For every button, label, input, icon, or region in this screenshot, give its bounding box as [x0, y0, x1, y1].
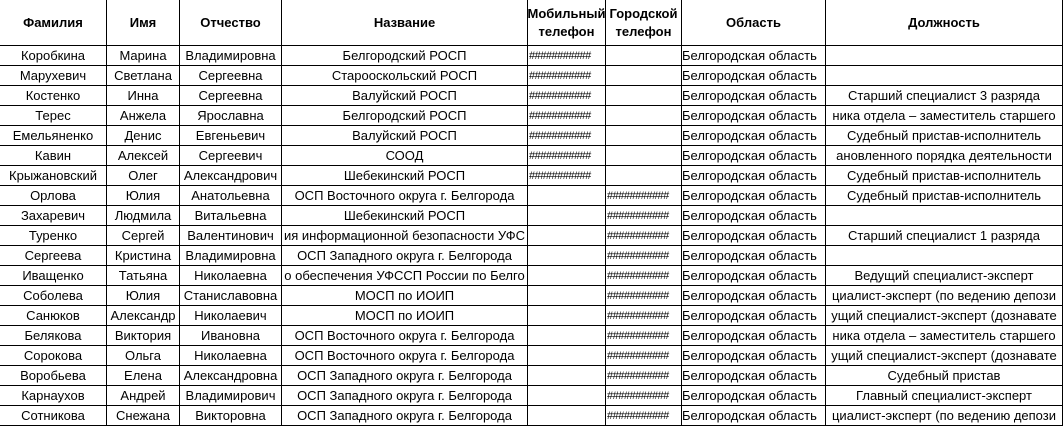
cell-department[interactable]: ОСП Восточного округа г. Белгорода: [282, 326, 528, 346]
cell-position[interactable]: ановленного порядка деятельности: [826, 146, 1063, 166]
cell-city-phone[interactable]: [606, 166, 682, 186]
cell-city-phone[interactable]: ###########: [606, 226, 682, 246]
cell-city-phone[interactable]: [606, 106, 682, 126]
cell-city-phone[interactable]: [606, 126, 682, 146]
cell-department[interactable]: Старооскольский РОСП: [282, 66, 528, 86]
cell-region[interactable]: Белгородская область: [682, 186, 826, 206]
header-position[interactable]: Должность: [826, 0, 1063, 46]
cell-first-name[interactable]: Денис: [107, 126, 180, 146]
cell-city-phone[interactable]: ###########: [606, 406, 682, 426]
cell-patronymic[interactable]: Владимировна: [180, 246, 282, 266]
cell-first-name[interactable]: Андрей: [107, 386, 180, 406]
cell-region[interactable]: Белгородская область: [682, 66, 826, 86]
cell-patronymic[interactable]: Анатольевна: [180, 186, 282, 206]
cell-mobile-phone[interactable]: [528, 266, 606, 286]
cell-surname[interactable]: Сотникова: [0, 406, 107, 426]
cell-first-name[interactable]: Елена: [107, 366, 180, 386]
cell-surname[interactable]: Захаревич: [0, 206, 107, 226]
cell-department[interactable]: ОСП Восточного округа г. Белгорода: [282, 346, 528, 366]
cell-surname[interactable]: Кавин: [0, 146, 107, 166]
cell-city-phone[interactable]: [606, 146, 682, 166]
cell-city-phone[interactable]: ###########: [606, 246, 682, 266]
cell-department[interactable]: ОСП Западного округа г. Белгорода: [282, 386, 528, 406]
cell-first-name[interactable]: Анжела: [107, 106, 180, 126]
cell-patronymic[interactable]: Ивановна: [180, 326, 282, 346]
cell-first-name[interactable]: Людмила: [107, 206, 180, 226]
cell-first-name[interactable]: Виктория: [107, 326, 180, 346]
cell-patronymic[interactable]: Николаевич: [180, 306, 282, 326]
cell-mobile-phone[interactable]: [528, 206, 606, 226]
cell-mobile-phone[interactable]: [528, 186, 606, 206]
cell-patronymic[interactable]: Александрович: [180, 166, 282, 186]
cell-region[interactable]: Белгородская область: [682, 266, 826, 286]
cell-department[interactable]: ОСП Западного округа г. Белгорода: [282, 406, 528, 426]
cell-surname[interactable]: Сергеева: [0, 246, 107, 266]
cell-first-name[interactable]: Марина: [107, 46, 180, 66]
cell-mobile-phone[interactable]: [528, 246, 606, 266]
cell-city-phone[interactable]: ###########: [606, 326, 682, 346]
cell-position[interactable]: Судебный пристав-исполнитель: [826, 166, 1063, 186]
cell-position[interactable]: циалист-эксперт (по ведению депози: [826, 286, 1063, 306]
cell-mobile-phone[interactable]: ###########: [528, 66, 606, 86]
cell-region[interactable]: Белгородская область: [682, 286, 826, 306]
header-mobile-phone[interactable]: Мобильный телефон: [528, 0, 606, 46]
cell-first-name[interactable]: Ольга: [107, 346, 180, 366]
cell-first-name[interactable]: Юлия: [107, 186, 180, 206]
header-surname[interactable]: Фамилия: [0, 0, 107, 46]
cell-region[interactable]: Белгородская область: [682, 366, 826, 386]
cell-mobile-phone[interactable]: ###########: [528, 86, 606, 106]
cell-surname[interactable]: Иващенко: [0, 266, 107, 286]
cell-surname[interactable]: Сорокова: [0, 346, 107, 366]
cell-patronymic[interactable]: Викторовна: [180, 406, 282, 426]
cell-department[interactable]: Белгородский РОСП: [282, 46, 528, 66]
cell-region[interactable]: Белгородская область: [682, 86, 826, 106]
cell-surname[interactable]: Марухевич: [0, 66, 107, 86]
cell-surname[interactable]: Туренко: [0, 226, 107, 246]
cell-surname[interactable]: Карнаухов: [0, 386, 107, 406]
cell-city-phone[interactable]: ###########: [606, 386, 682, 406]
cell-position[interactable]: Старший специалист 1 разряда: [826, 226, 1063, 246]
cell-first-name[interactable]: Татьяна: [107, 266, 180, 286]
cell-department[interactable]: МОСП по ИОИП: [282, 286, 528, 306]
cell-city-phone[interactable]: ###########: [606, 206, 682, 226]
cell-patronymic[interactable]: Владимирович: [180, 386, 282, 406]
cell-mobile-phone[interactable]: ###########: [528, 46, 606, 66]
cell-patronymic[interactable]: Станиславовна: [180, 286, 282, 306]
cell-surname[interactable]: Коробкина: [0, 46, 107, 66]
cell-first-name[interactable]: Кристина: [107, 246, 180, 266]
cell-department[interactable]: Валуйский РОСП: [282, 126, 528, 146]
cell-region[interactable]: Белгородская область: [682, 246, 826, 266]
cell-department[interactable]: ОСП Западного округа г. Белгорода: [282, 246, 528, 266]
cell-surname[interactable]: Крыжановский: [0, 166, 107, 186]
cell-position[interactable]: [826, 246, 1063, 266]
cell-surname[interactable]: Соболева: [0, 286, 107, 306]
cell-region[interactable]: Белгородская область: [682, 386, 826, 406]
cell-position[interactable]: циалист-эксперт (по ведению депози: [826, 406, 1063, 426]
cell-position[interactable]: Главный специалист-эксперт: [826, 386, 1063, 406]
cell-surname[interactable]: Орлова: [0, 186, 107, 206]
cell-mobile-phone[interactable]: [528, 406, 606, 426]
cell-department[interactable]: ия информационной безопасности УФС: [282, 226, 528, 246]
cell-mobile-phone[interactable]: [528, 226, 606, 246]
cell-department[interactable]: Белгородский РОСП: [282, 106, 528, 126]
cell-patronymic[interactable]: Сергеевна: [180, 66, 282, 86]
cell-position[interactable]: Судебный пристав: [826, 366, 1063, 386]
cell-mobile-phone[interactable]: ###########: [528, 146, 606, 166]
cell-patronymic[interactable]: Сергеевич: [180, 146, 282, 166]
cell-mobile-phone[interactable]: ###########: [528, 166, 606, 186]
cell-mobile-phone[interactable]: ###########: [528, 106, 606, 126]
cell-first-name[interactable]: Олег: [107, 166, 180, 186]
cell-position[interactable]: Ведущий специалист-эксперт: [826, 266, 1063, 286]
cell-position[interactable]: Судебный пристав-исполнитель: [826, 126, 1063, 146]
cell-position[interactable]: ника отдела – заместитель старшего: [826, 326, 1063, 346]
cell-mobile-phone[interactable]: [528, 306, 606, 326]
cell-patronymic[interactable]: Евгеньевич: [180, 126, 282, 146]
cell-mobile-phone[interactable]: ###########: [528, 126, 606, 146]
cell-position[interactable]: ущий специалист-эксперт (дознавате: [826, 306, 1063, 326]
cell-department[interactable]: Шебекинский РОСП: [282, 206, 528, 226]
cell-mobile-phone[interactable]: [528, 326, 606, 346]
cell-first-name[interactable]: Снежана: [107, 406, 180, 426]
cell-patronymic[interactable]: Николаевна: [180, 266, 282, 286]
cell-department[interactable]: МОСП по ИОИП: [282, 306, 528, 326]
cell-position[interactable]: ущий специалист-эксперт (дознавате: [826, 346, 1063, 366]
cell-mobile-phone[interactable]: [528, 366, 606, 386]
cell-patronymic[interactable]: Валентинович: [180, 226, 282, 246]
cell-patronymic[interactable]: Владимировна: [180, 46, 282, 66]
header-city-phone[interactable]: Городской телефон: [606, 0, 682, 46]
cell-position[interactable]: [826, 46, 1063, 66]
cell-region[interactable]: Белгородская область: [682, 146, 826, 166]
cell-city-phone[interactable]: ###########: [606, 286, 682, 306]
header-region[interactable]: Область: [682, 0, 826, 46]
cell-region[interactable]: Белгородская область: [682, 106, 826, 126]
cell-city-phone[interactable]: [606, 46, 682, 66]
cell-patronymic[interactable]: Витальевна: [180, 206, 282, 226]
cell-surname[interactable]: Емельяненко: [0, 126, 107, 146]
cell-department[interactable]: ОСП Западного округа г. Белгорода: [282, 366, 528, 386]
cell-position[interactable]: Старший специалист 3 разряда: [826, 86, 1063, 106]
cell-department[interactable]: Валуйский РОСП: [282, 86, 528, 106]
cell-department[interactable]: ОСП Восточного округа г. Белгорода: [282, 186, 528, 206]
header-department[interactable]: Название: [282, 0, 528, 46]
cell-region[interactable]: Белгородская область: [682, 346, 826, 366]
cell-first-name[interactable]: Сергей: [107, 226, 180, 246]
cell-first-name[interactable]: Инна: [107, 86, 180, 106]
cell-patronymic[interactable]: Сергеевна: [180, 86, 282, 106]
cell-city-phone[interactable]: ###########: [606, 306, 682, 326]
cell-position[interactable]: ника отдела – заместитель старшего: [826, 106, 1063, 126]
cell-city-phone[interactable]: [606, 66, 682, 86]
cell-region[interactable]: Белгородская область: [682, 326, 826, 346]
cell-region[interactable]: Белгородская область: [682, 406, 826, 426]
cell-surname[interactable]: Санюков: [0, 306, 107, 326]
cell-first-name[interactable]: Светлана: [107, 66, 180, 86]
cell-surname[interactable]: Белякова: [0, 326, 107, 346]
cell-region[interactable]: Белгородская область: [682, 46, 826, 66]
cell-patronymic[interactable]: Ярославна: [180, 106, 282, 126]
cell-mobile-phone[interactable]: [528, 346, 606, 366]
cell-city-phone[interactable]: ###########: [606, 346, 682, 366]
cell-first-name[interactable]: Алексей: [107, 146, 180, 166]
cell-city-phone[interactable]: ###########: [606, 266, 682, 286]
header-first-name[interactable]: Имя: [107, 0, 180, 46]
cell-city-phone[interactable]: ###########: [606, 186, 682, 206]
cell-surname[interactable]: Терес: [0, 106, 107, 126]
cell-surname[interactable]: Воробьева: [0, 366, 107, 386]
cell-mobile-phone[interactable]: [528, 386, 606, 406]
cell-department[interactable]: СООД: [282, 146, 528, 166]
cell-patronymic[interactable]: Николаевна: [180, 346, 282, 366]
cell-position[interactable]: Судебный пристав-исполнитель: [826, 186, 1063, 206]
cell-first-name[interactable]: Юлия: [107, 286, 180, 306]
cell-department[interactable]: Шебекинский РОСП: [282, 166, 528, 186]
cell-first-name[interactable]: Александр: [107, 306, 180, 326]
cell-region[interactable]: Белгородская область: [682, 226, 826, 246]
cell-department[interactable]: о обеспечения УФССП России по Белго: [282, 266, 528, 286]
cell-region[interactable]: Белгородская область: [682, 126, 826, 146]
header-patronymic[interactable]: Отчество: [180, 0, 282, 46]
cell-region[interactable]: Белгородская область: [682, 206, 826, 226]
cell-patronymic[interactable]: Александровна: [180, 366, 282, 386]
cell-mobile-phone[interactable]: [528, 286, 606, 306]
cell-city-phone[interactable]: [606, 86, 682, 106]
cell-surname[interactable]: Костенко: [0, 86, 107, 106]
cell-position[interactable]: [826, 66, 1063, 86]
cell-position[interactable]: [826, 206, 1063, 226]
cell-city-phone[interactable]: ###########: [606, 366, 682, 386]
cell-region[interactable]: Белгородская область: [682, 306, 826, 326]
cell-region[interactable]: Белгородская область: [682, 166, 826, 186]
